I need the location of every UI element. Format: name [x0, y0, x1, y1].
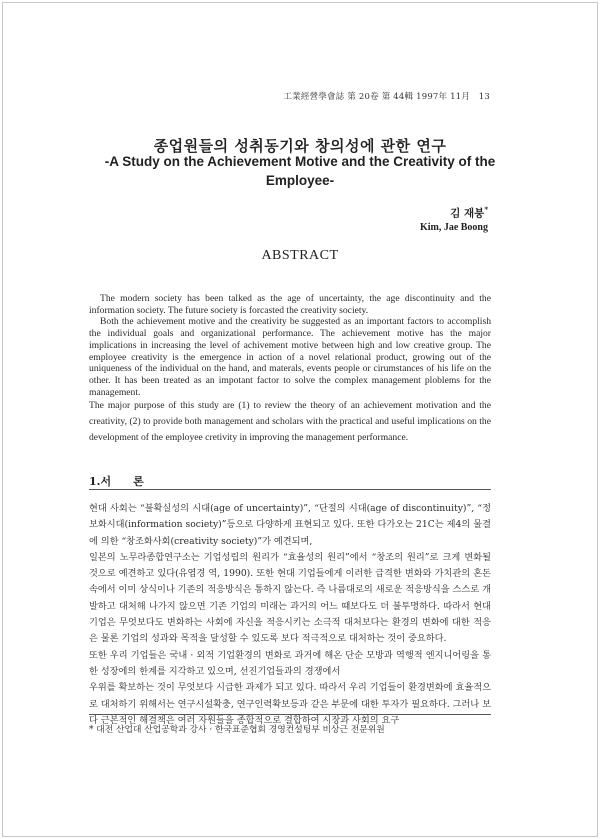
- title-english-line1: -A Study on the Achievement Motive and the Creativity of the: [104, 154, 496, 169]
- body-paragraph: 현대 사회는 “불확실성의 시대(age of uncertainty)”, “단절의 시대(age of discontinuity)”, “정보화시대(information society)”등으로 다양하게 표현되고 있다. 또한 다가오는 21C는 제4의 물결에 의한 “창조화사회(creativity society)”가 예견되며,: [89, 503, 491, 547]
- abstract-body: [89, 293, 491, 446]
- abstract-heading: ABSTRACT: [261, 248, 339, 263]
- author-footnote-mark: *: [484, 205, 488, 214]
- abstract-paragraph: The major purpose of this study are (1) to review the theory of an achievement motivation and the creativity, (2) to provide both management and scholars with the practical and useful implications on the development of the employee cretivity in improving the management performance.: [89, 400, 491, 443]
- page-number: 13: [478, 92, 490, 102]
- body-paragraph: 또한 우리 기업들은 국내 · 외적 기업환경의 변화로 과거에 해온 단순 모방과 역행적 엔지니어링을 통한 성장에의 한계를 지각하고 있으며, 선진기업들과의 경쟁에서: [89, 649, 491, 677]
- title-korean: 종업원들의 성취동기와 창의성에 관한 연구: [153, 137, 447, 155]
- section-number: 1.서: [89, 475, 112, 488]
- section-body: [89, 501, 491, 729]
- section-title: 론: [133, 475, 144, 488]
- title-english: [90, 152, 510, 190]
- body-paragraph: 우위를 확보하는 것이 무엇보다 시급한 과제가 되고 있다. 따라서 우리 기업들이 환경변화에 효율적으로 대처하기 위해서는 연구시설확충, 연구인력확보등과 같은 부문에 대한 투자가 필요하다. 그러나 보다 근본적인 해결책은 여러 자원들을 종합적으로 결합하여 시장과 사회의 요구: [89, 682, 491, 726]
- abstract-paragraph: The modern society has been talked as the age of uncertainty, the age discontinuity and the information society. The future society is forcasted the creativity society.: [89, 293, 491, 316]
- author-english: Kim, Jae Boong: [419, 222, 488, 233]
- section-heading: [89, 473, 144, 489]
- footnote-divider: [89, 714, 491, 715]
- abstract-paragraph: Both the achievement motive and the creativity be suggested as an important factors to accomplish the individual goals and organizational performance. The achievement motive has the major implications in increasing the level of achivement motive between high and low creative group. The employee creativity is the emergence in action of a novel relational product, growing out of the uniqueness of the individual on the hand, and materals, events people or cirumstances of his life on the other. It has been treated as an impotant factor to solve the complex management ploblems for the management.: [89, 316, 491, 398]
- author-footnote: * 대전 산업대 산업공학과 강사 · 한국표준협회 경영컨설팅부 비상근 전문위원: [89, 725, 385, 735]
- author-korean: [450, 205, 488, 221]
- author-name-korean: 김 재붕: [450, 207, 485, 220]
- section-divider: [89, 489, 491, 490]
- body-paragraph: 일본의 노무라종합연구소는 기업성립의 원리가 “효율성의 원리”에서 “창조의 원리”로 크게 변화될 것으로 예견하고 있다(유엽경 역, 1990). 또한 현대 기업들에게 이러한 급격한 변화와 가치관의 혼돈속에서 이미 상식이나 기존의 적응방식은 통하지 않는다. 즉 나름대로의 새로운 적응방식을 스스로 개발하고 대처해 나가지 않으면 기존 기업의 미래는 과거의 어느 때보다도 더 불투명하다. 따라서 현대 기업은 무엇보다도 변화하는 사회에 자신을 적응시키는 소극적 대처보다는 환경의 변화에 대한 적응은 물론 기업의 성과와 목적을 달성할 수 있도록 보다 적극적으로 대처하는 것이 중요하다.: [89, 551, 491, 645]
- journal-citation: 工業經營學會誌 第 20卷 第 44輯 1997年 11月: [283, 92, 471, 102]
- title-english-line2: Employee-: [265, 173, 335, 188]
- journal-header: [283, 90, 490, 102]
